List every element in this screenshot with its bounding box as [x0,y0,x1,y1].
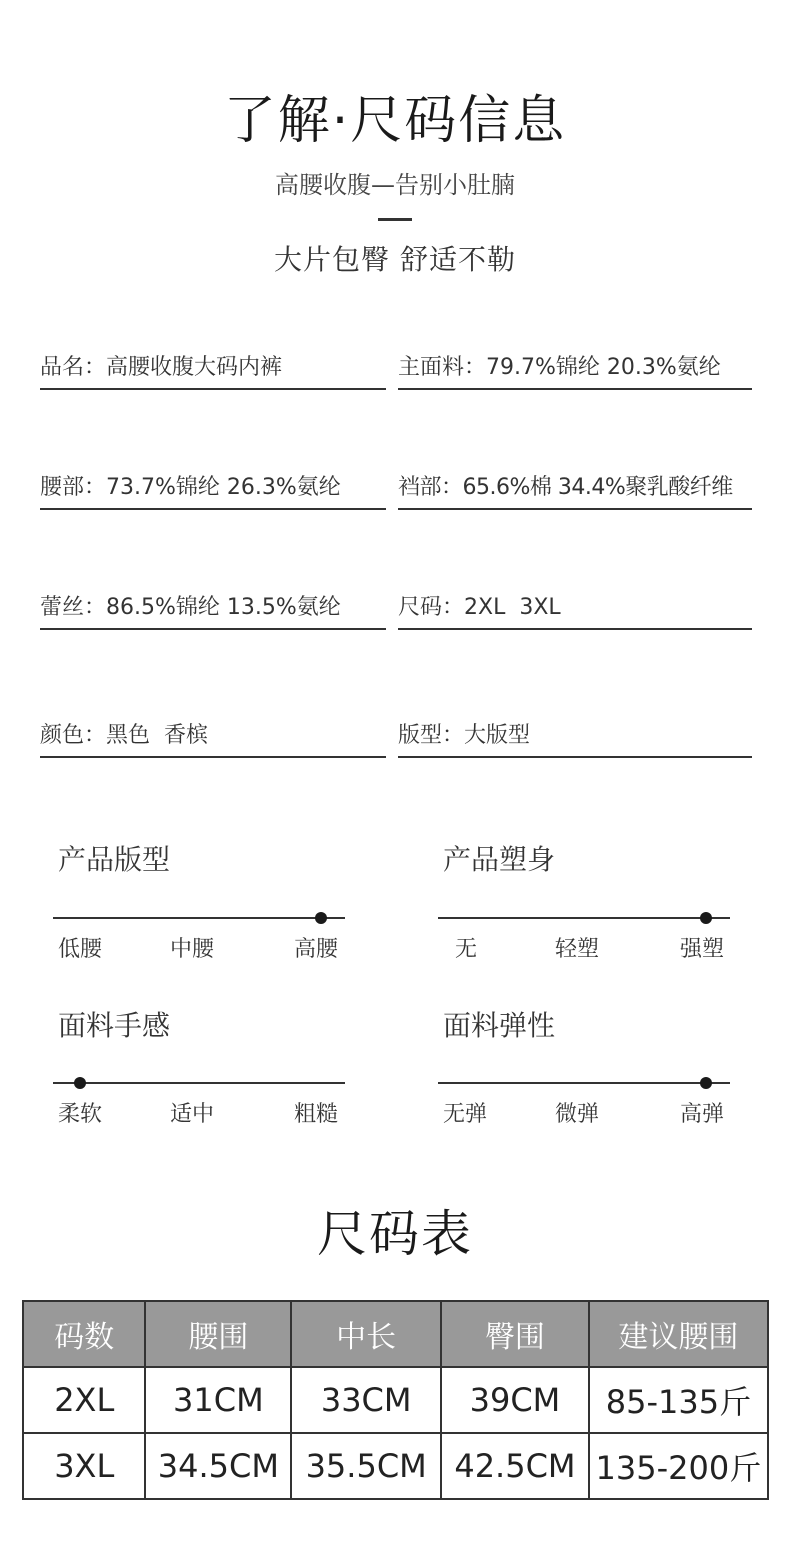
spec-label: 颜色： [40,723,107,748]
table-cell: 31CM [145,1367,291,1433]
spec-value: 73.7%锦纶 26.3%氨纶 [106,475,341,500]
scale-label: 强塑 [680,937,725,962]
header-hip: 臀围 [441,1301,589,1367]
scale-title-shaping: 产品塑身 [443,843,556,876]
table-row [23,1433,768,1499]
scale-indicator-dot [700,1077,712,1089]
table-cell: 2XL [23,1367,145,1433]
table-cell: 33CM [291,1367,441,1433]
scale-title-feel: 面料手感 [58,1009,171,1042]
table-cell: 34.5CM [145,1433,291,1499]
scale-label: 高弹 [680,1102,725,1127]
spec-product-name [40,350,386,390]
scale-title-elasticity: 面料弹性 [443,1009,556,1042]
spec-value: 79.7%锦纶 20.3%氨纶 [486,355,721,380]
spec-value: 86.5%锦纶 13.5%氨纶 [106,595,341,620]
table-header-row [23,1301,768,1367]
scale-label: 适中 [170,1102,215,1127]
spec-label: 腰部： [40,475,107,500]
header-recommended: 建议腰围 [589,1301,768,1367]
spec-label: 版型： [398,723,465,748]
spec-size [398,590,752,630]
spec-color [40,718,386,758]
spec-value: 高腰收腹大码内裤 [106,355,283,380]
page-subtitle: 高腰收腹—告别小肚腩 [275,171,515,199]
scale-indicator-dot [700,912,712,924]
scale-label: 高腰 [294,937,339,962]
scale-label: 微弹 [555,1102,600,1127]
scale-label: 轻塑 [555,937,600,962]
scale-line [438,1082,730,1084]
scale-label: 中腰 [170,937,215,962]
spec-label: 品名： [40,355,107,380]
table-row [23,1367,768,1433]
divider [378,218,412,221]
scale-label: 粗糙 [294,1102,339,1127]
page-title: 了解·尺码信息 [223,91,567,151]
header-length: 中长 [291,1301,441,1367]
scale-line [53,1082,345,1084]
table-cell: 42.5CM [441,1433,589,1499]
spec-value: 2XL 3XL [464,595,561,620]
spec-value: 65.6%棉 34.4%聚乳酸纤维 [462,475,733,500]
size-table-title: 尺码表 [317,1205,473,1263]
spec-label: 尺码： [398,595,465,620]
scale-line [53,917,345,919]
spec-label: 蕾丝： [40,595,107,620]
table-cell: 3XL [23,1433,145,1499]
scale-label: 无 [455,937,478,962]
scale-label: 低腰 [58,937,103,962]
table-cell: 39CM [441,1367,589,1433]
table-cell: 85-135斤 [589,1367,768,1433]
spec-label: 裆部： [398,475,463,500]
header-waist: 腰围 [145,1301,291,1367]
slogan: 大片包臀 舒适不勒 [274,243,516,276]
scale-label: 无弹 [443,1102,488,1127]
scale-title-fit: 产品版型 [58,843,171,876]
scale-indicator-dot [315,912,327,924]
spec-crotch [398,470,752,510]
spec-value: 黑色 香槟 [106,723,209,748]
spec-label: 主面料： [398,355,487,380]
scale-label: 柔软 [58,1102,103,1127]
size-table [22,1300,769,1500]
spec-lace [40,590,386,630]
scale-line [438,917,730,919]
spec-fit [398,718,752,758]
spec-waist [40,470,386,510]
header-size: 码数 [23,1301,145,1367]
spec-value: 大版型 [464,723,531,748]
spec-main-fabric [398,350,752,390]
table-cell: 35.5CM [291,1433,441,1499]
scale-indicator-dot [74,1077,86,1089]
table-cell: 135-200斤 [589,1433,768,1499]
